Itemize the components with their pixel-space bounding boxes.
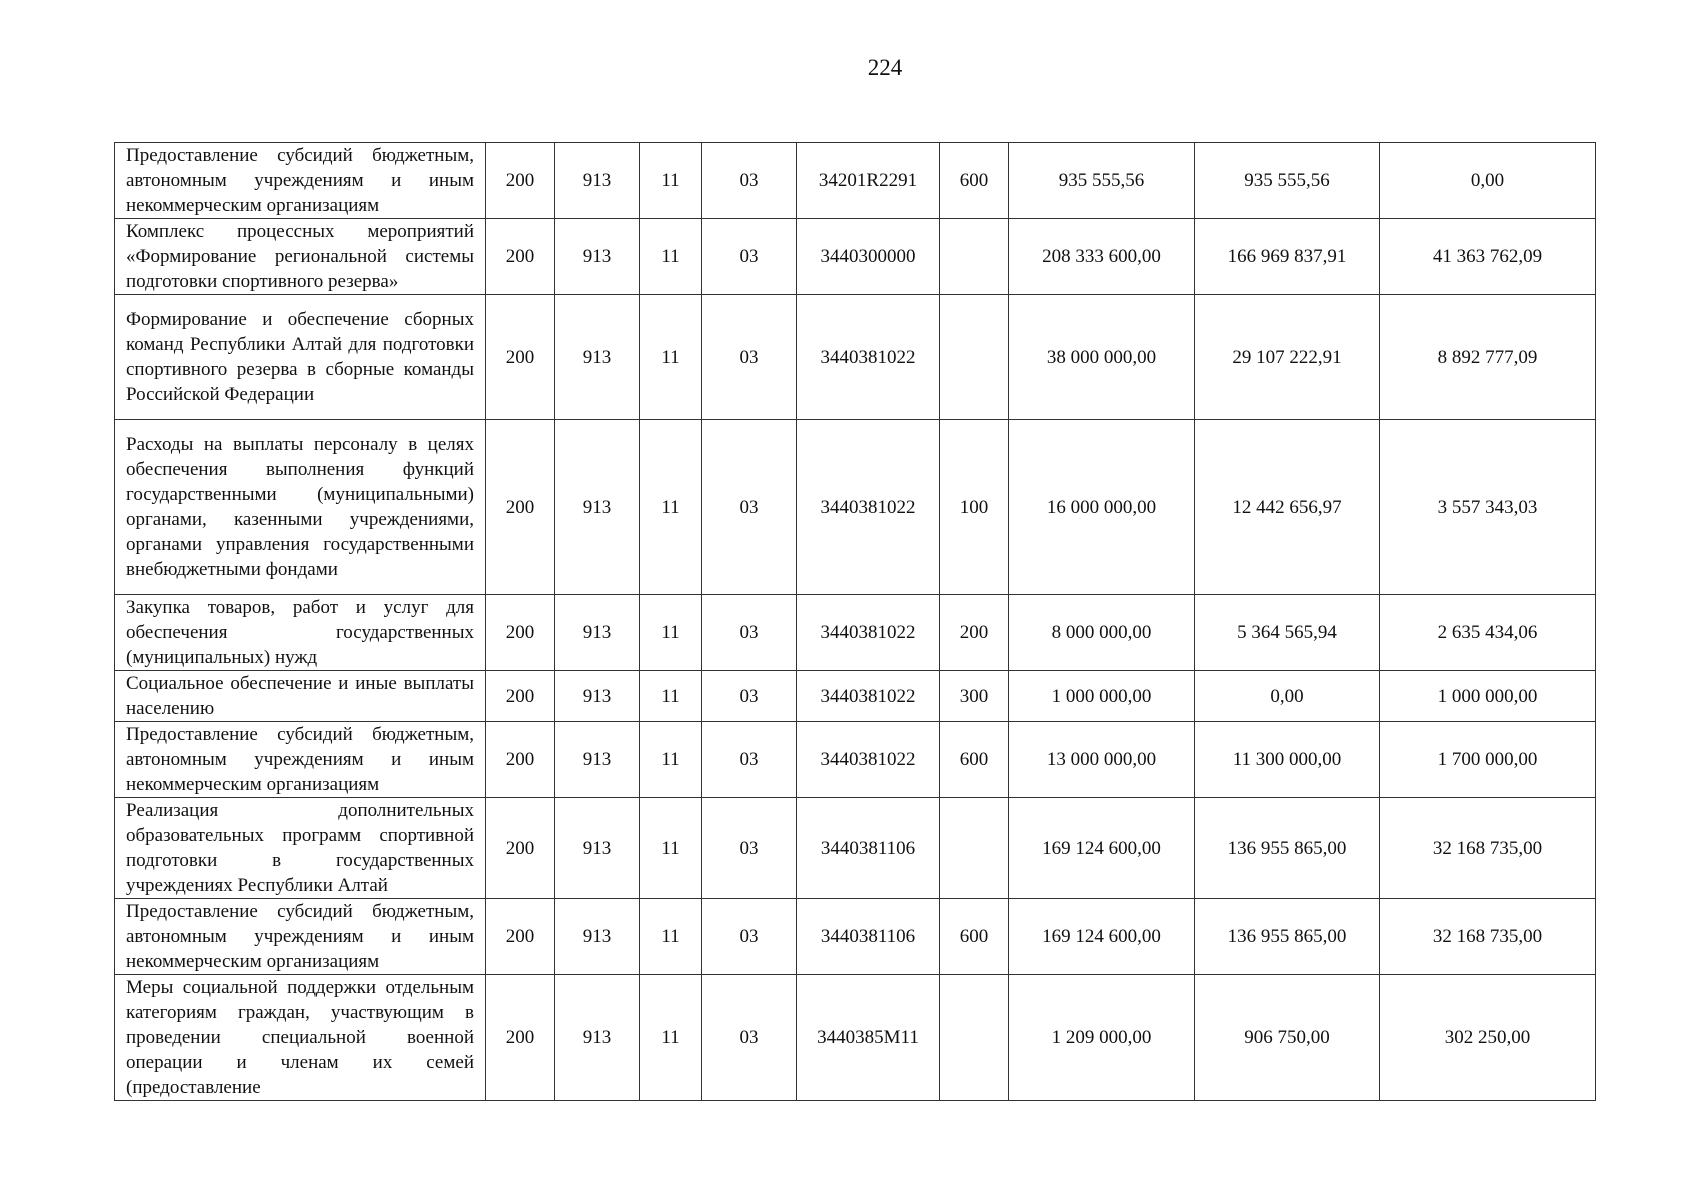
cell-code-4: 03 bbox=[702, 595, 797, 671]
row-description: Реализация дополнительных образовательных программ спортивной подготовки в государственных учреждениях Республики Алтай bbox=[115, 798, 486, 899]
cell-code-3: 11 bbox=[640, 295, 702, 420]
table-row bbox=[115, 722, 1596, 798]
cell-code-1: 200 bbox=[486, 798, 555, 899]
row-description: Предоставление субсидий бюджетным, автономным учреждениям и иным некоммерческим организациям bbox=[115, 899, 486, 975]
cell-target-article: 3440381022 bbox=[797, 595, 940, 671]
cell-executed: 5 364 565,94 bbox=[1195, 595, 1380, 671]
cell-remainder: 1 700 000,00 bbox=[1380, 722, 1596, 798]
cell-code-3: 11 bbox=[640, 143, 702, 219]
cell-plan: 8 000 000,00 bbox=[1009, 595, 1195, 671]
cell-code-2: 913 bbox=[555, 219, 640, 295]
cell-code-4: 03 bbox=[702, 798, 797, 899]
cell-executed: 0,00 bbox=[1195, 671, 1380, 722]
row-description: Закупка товаров, работ и услуг для обеспечения государственных (муниципальных) нужд bbox=[115, 595, 486, 671]
cell-code-4: 03 bbox=[702, 899, 797, 975]
cell-code-4: 03 bbox=[702, 722, 797, 798]
cell-remainder: 32 168 735,00 bbox=[1380, 899, 1596, 975]
cell-code-4: 03 bbox=[702, 420, 797, 595]
cell-code-3: 11 bbox=[640, 420, 702, 595]
cell-executed: 136 955 865,00 bbox=[1195, 798, 1380, 899]
cell-expense-type: 100 bbox=[940, 420, 1009, 595]
cell-code-4: 03 bbox=[702, 295, 797, 420]
cell-plan: 16 000 000,00 bbox=[1009, 420, 1195, 595]
cell-code-1: 200 bbox=[486, 899, 555, 975]
cell-remainder: 3 557 343,03 bbox=[1380, 420, 1596, 595]
cell-code-2: 913 bbox=[555, 798, 640, 899]
cell-executed: 12 442 656,97 bbox=[1195, 420, 1380, 595]
cell-code-1: 200 bbox=[486, 143, 555, 219]
cell-code-1: 200 bbox=[486, 295, 555, 420]
cell-code-4: 03 bbox=[702, 975, 797, 1101]
cell-expense-type: 600 bbox=[940, 143, 1009, 219]
cell-plan: 38 000 000,00 bbox=[1009, 295, 1195, 420]
row-description: Формирование и обеспечение сборных команд Республики Алтай для подготовки спортивного резерва в сборные команды Российской Федерации bbox=[115, 295, 486, 420]
cell-plan: 1 000 000,00 bbox=[1009, 671, 1195, 722]
cell-target-article: 3440381022 bbox=[797, 295, 940, 420]
cell-remainder: 41 363 762,09 bbox=[1380, 219, 1596, 295]
cell-target-article: 3440381106 bbox=[797, 899, 940, 975]
cell-executed: 166 969 837,91 bbox=[1195, 219, 1380, 295]
cell-plan: 169 124 600,00 bbox=[1009, 899, 1195, 975]
cell-code-4: 03 bbox=[702, 143, 797, 219]
budget-table bbox=[114, 142, 1596, 1101]
cell-expense-type bbox=[940, 798, 1009, 899]
cell-code-1: 200 bbox=[486, 975, 555, 1101]
cell-code-4: 03 bbox=[702, 671, 797, 722]
cell-remainder: 0,00 bbox=[1380, 143, 1596, 219]
cell-code-2: 913 bbox=[555, 722, 640, 798]
cell-code-3: 11 bbox=[640, 595, 702, 671]
cell-code-1: 200 bbox=[486, 219, 555, 295]
cell-expense-type bbox=[940, 295, 1009, 420]
cell-plan: 13 000 000,00 bbox=[1009, 722, 1195, 798]
cell-code-2: 913 bbox=[555, 595, 640, 671]
cell-target-article: 3440385М11 bbox=[797, 975, 940, 1101]
cell-target-article: 3440381022 bbox=[797, 722, 940, 798]
cell-code-2: 913 bbox=[555, 295, 640, 420]
row-description: Предоставление субсидий бюджетным, автономным учреждениям и иным некоммерческим организациям bbox=[115, 722, 486, 798]
table-row bbox=[115, 420, 1596, 595]
cell-executed: 136 955 865,00 bbox=[1195, 899, 1380, 975]
cell-code-1: 200 bbox=[486, 722, 555, 798]
row-description: Расходы на выплаты персоналу в целях обеспечения выполнения функций государственными (муниципальными) органами, казенными учреждениями, органами управления государственными внебюджетными фондами bbox=[115, 420, 486, 595]
cell-target-article: 34201R2291 bbox=[797, 143, 940, 219]
cell-plan: 169 124 600,00 bbox=[1009, 798, 1195, 899]
table-row bbox=[115, 899, 1596, 975]
cell-executed: 935 555,56 bbox=[1195, 143, 1380, 219]
cell-plan: 208 333 600,00 bbox=[1009, 219, 1195, 295]
cell-plan: 935 555,56 bbox=[1009, 143, 1195, 219]
cell-target-article: 3440381022 bbox=[797, 420, 940, 595]
cell-target-article: 3440381022 bbox=[797, 671, 940, 722]
cell-expense-type bbox=[940, 975, 1009, 1101]
cell-code-2: 913 bbox=[555, 975, 640, 1101]
table-row bbox=[115, 798, 1596, 899]
cell-code-2: 913 bbox=[555, 420, 640, 595]
cell-code-3: 11 bbox=[640, 975, 702, 1101]
cell-expense-type: 200 bbox=[940, 595, 1009, 671]
table-row bbox=[115, 595, 1596, 671]
cell-executed: 29 107 222,91 bbox=[1195, 295, 1380, 420]
cell-executed: 906 750,00 bbox=[1195, 975, 1380, 1101]
cell-code-1: 200 bbox=[486, 671, 555, 722]
cell-target-article: 3440300000 bbox=[797, 219, 940, 295]
row-description: Меры социальной поддержки отдельным категориям граждан, участвующим в проведении специальной военной операции и членам их семей (предоставление bbox=[115, 975, 486, 1101]
table-row bbox=[115, 975, 1596, 1101]
cell-code-2: 913 bbox=[555, 143, 640, 219]
table-row bbox=[115, 219, 1596, 295]
cell-remainder: 302 250,00 bbox=[1380, 975, 1596, 1101]
cell-code-3: 11 bbox=[640, 219, 702, 295]
cell-code-2: 913 bbox=[555, 899, 640, 975]
table-row bbox=[115, 671, 1596, 722]
cell-remainder: 1 000 000,00 bbox=[1380, 671, 1596, 722]
cell-code-1: 200 bbox=[486, 420, 555, 595]
cell-expense-type bbox=[940, 219, 1009, 295]
cell-code-3: 11 bbox=[640, 671, 702, 722]
cell-plan: 1 209 000,00 bbox=[1009, 975, 1195, 1101]
table-row bbox=[115, 295, 1596, 420]
cell-code-3: 11 bbox=[640, 722, 702, 798]
cell-expense-type: 600 bbox=[940, 722, 1009, 798]
page-number: 224 bbox=[867, 55, 903, 80]
cell-expense-type: 600 bbox=[940, 899, 1009, 975]
cell-code-3: 11 bbox=[640, 899, 702, 975]
cell-remainder: 2 635 434,06 bbox=[1380, 595, 1596, 671]
cell-code-4: 03 bbox=[702, 219, 797, 295]
budget-table-body bbox=[115, 143, 1596, 1101]
cell-code-1: 200 bbox=[486, 595, 555, 671]
cell-code-3: 11 bbox=[640, 798, 702, 899]
row-description: Социальное обеспечение и иные выплаты населению bbox=[115, 671, 486, 722]
cell-remainder: 8 892 777,09 bbox=[1380, 295, 1596, 420]
cell-code-2: 913 bbox=[555, 671, 640, 722]
cell-executed: 11 300 000,00 bbox=[1195, 722, 1380, 798]
row-description: Комплекс процессных мероприятий «Формирование региональной системы подготовки спортивного резерва» bbox=[115, 219, 486, 295]
cell-remainder: 32 168 735,00 bbox=[1380, 798, 1596, 899]
cell-expense-type: 300 bbox=[940, 671, 1009, 722]
row-description: Предоставление субсидий бюджетным, автономным учреждениям и иным некоммерческим организациям bbox=[115, 143, 486, 219]
table-row bbox=[115, 143, 1596, 219]
cell-target-article: 3440381106 bbox=[797, 798, 940, 899]
